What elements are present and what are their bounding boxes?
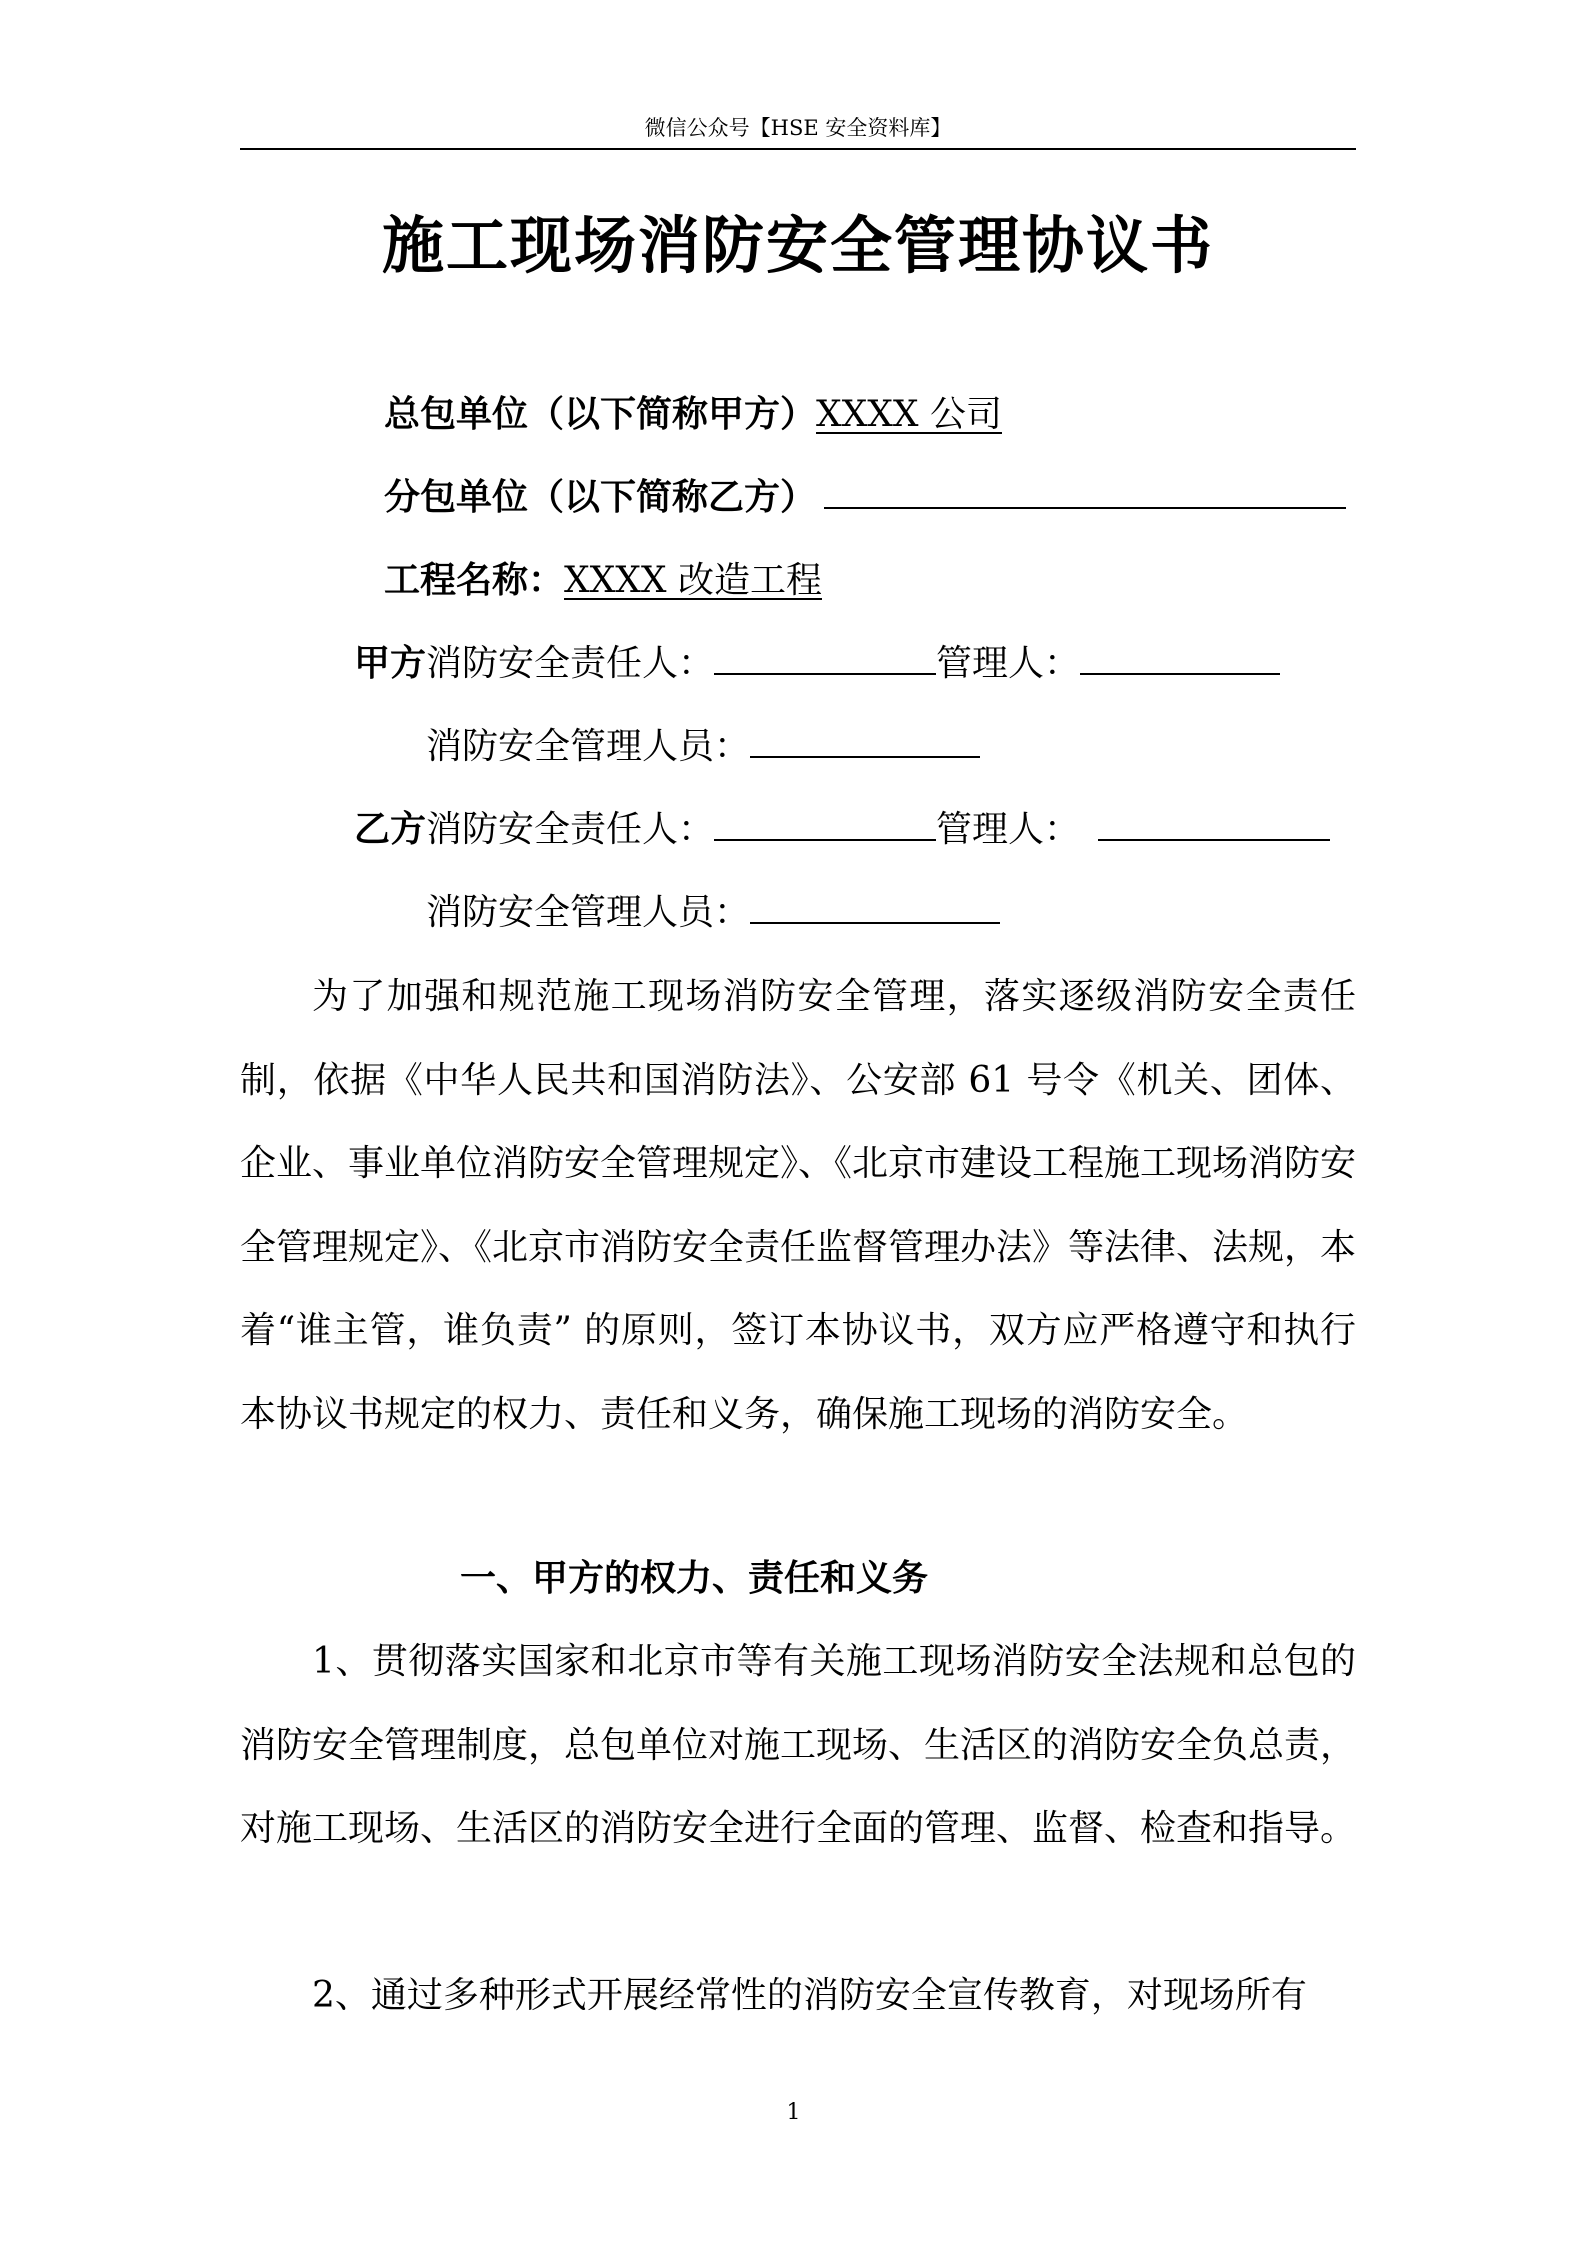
header-divider xyxy=(240,148,1356,150)
party-b-manager-label: 管理人： xyxy=(936,809,1081,850)
project-value: XXXX 改造工程 xyxy=(564,560,822,601)
party-b-line xyxy=(384,469,1346,520)
party-a-line xyxy=(384,386,1002,437)
page-number: 1 xyxy=(786,2100,801,2125)
party-b-staff-line xyxy=(426,884,1000,935)
party-b-prefix: 乙方 xyxy=(354,808,427,850)
item-2: 2、通过多种形式开展经常性的消防安全宣传教育，对现场所有 xyxy=(312,1975,1307,2016)
intro-paragraph: 为了加强和规范施工现场消防安全管理，落实逐级消防安全责任制，依据《中华人民共和国消防法》、公安部 61 号令《机关、团体、企业、事业单位消防安全管理规定》、《北京市建设工程施工现场消防安全管理规定》、《北京市消防安全责任监督管理办法》等法律、法规，本着“谁主管，谁负责” 的原则，签订本协议书，双方应严格遵守和执行本协议书规定的权力、责任和义务，确保施工现场的消防安全。 xyxy=(240,976,1357,1435)
document-title: 施工现场消防安全管理协议书 xyxy=(381,209,1214,282)
party-a-responsible-blank[interactable] xyxy=(714,639,936,675)
party-b-staff-blank[interactable] xyxy=(750,888,1000,924)
party-a-manager-label: 管理人： xyxy=(936,643,1081,684)
project-line xyxy=(384,552,822,603)
party-b-label: 分包单位（以下简称乙方） xyxy=(384,476,817,518)
party-b-blank[interactable] xyxy=(824,473,1346,509)
party-a-responsible-line xyxy=(354,635,1280,686)
party-a-responsible-label: 消防安全责任人： xyxy=(426,643,715,684)
item-1: 1、贯彻落实国家和北京市等有关施工现场消防安全法规和总包的消防安全管理制度，总包单位对施工现场、生活区的消防安全负总责，对施工现场、生活区的消防安全进行全面的管理、监督、检查和指导。 xyxy=(240,1641,1357,1849)
party-a-manager-blank[interactable] xyxy=(1080,639,1280,675)
page-header: 微信公众号【HSE 安全资料库】 xyxy=(644,116,952,140)
project-label: 工程名称： xyxy=(384,559,565,601)
party-b-responsible-line xyxy=(354,801,1330,852)
section-heading: 一、甲方的权力、责任和义务 xyxy=(460,1557,929,1599)
party-a-staff-blank[interactable] xyxy=(750,722,980,758)
party-b-staff-label: 消防安全管理人员： xyxy=(426,892,751,933)
party-a-label: 总包单位（以下简称甲方） xyxy=(384,393,817,435)
party-b-responsible-blank[interactable] xyxy=(714,805,936,841)
party-b-responsible-label: 消防安全责任人： xyxy=(426,809,715,850)
party-a-staff-label: 消防安全管理人员： xyxy=(426,726,751,767)
party-a-value: XXXX 公司 xyxy=(816,394,1002,435)
party-b-manager-blank[interactable] xyxy=(1098,805,1330,841)
party-a-staff-line xyxy=(426,718,980,769)
party-a-prefix: 甲方 xyxy=(354,642,427,684)
